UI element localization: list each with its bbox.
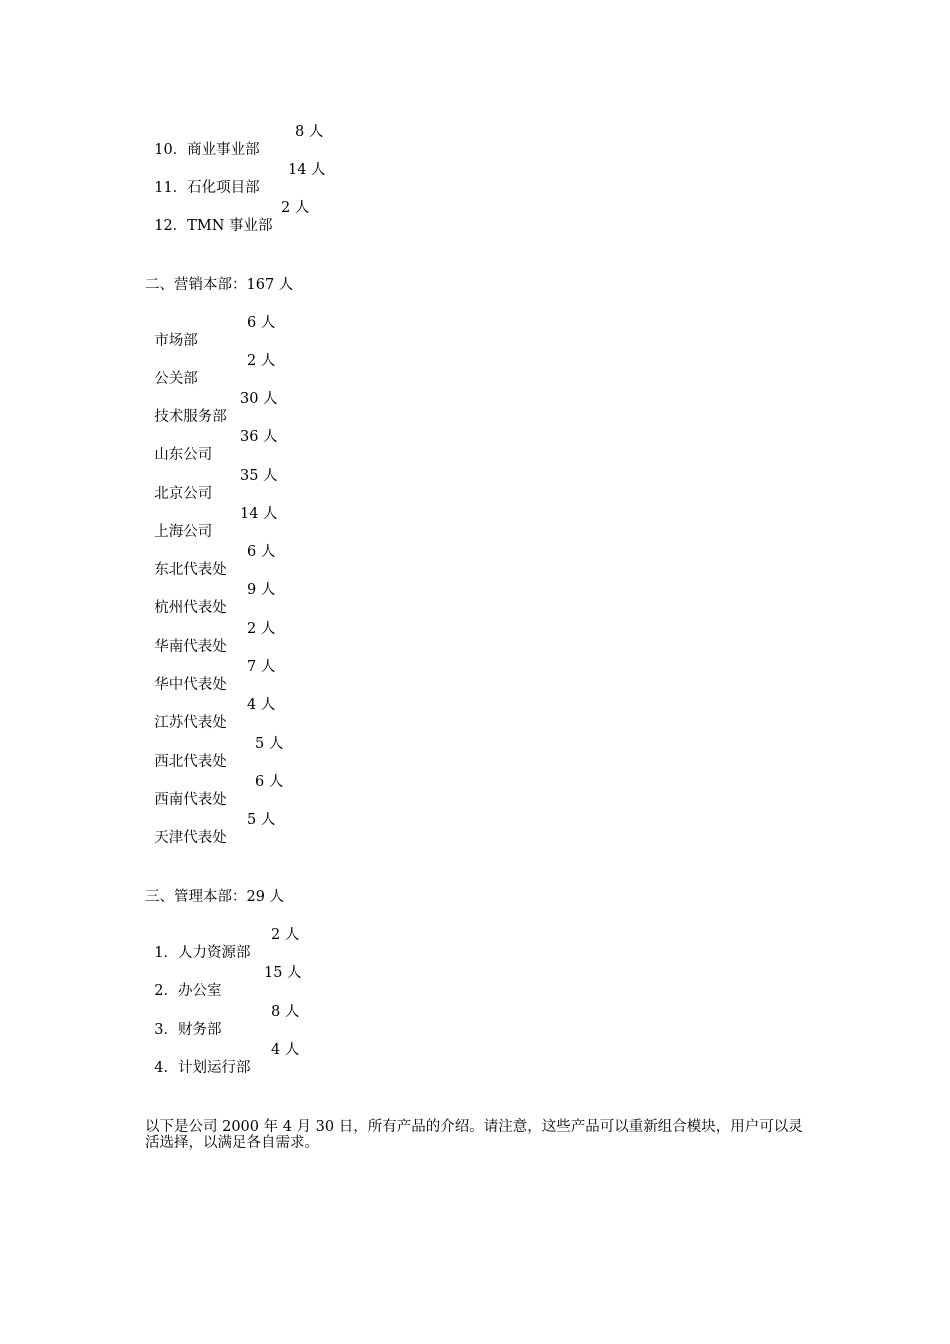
department-name: 2．办公室	[154, 983, 222, 999]
headcount: 4 人	[271, 1042, 300, 1058]
department-name: 市场部	[154, 333, 198, 349]
department-name: 4．计划运行部	[154, 1060, 251, 1076]
department-name: 华中代表处	[154, 677, 227, 693]
headcount: 35 人	[240, 468, 278, 484]
section-heading: 二、营销本部：167 人	[145, 277, 294, 293]
department-name: 天津代表处	[154, 830, 227, 846]
department-name: 山东公司	[154, 447, 213, 463]
headcount: 2 人	[281, 200, 310, 216]
department-name: 北京公司	[154, 486, 213, 502]
department-name: 东北代表处	[154, 562, 227, 578]
list-item	[145, 926, 300, 961]
department-name: 西北代表处	[154, 754, 227, 770]
department-name: 华南代表处	[154, 639, 227, 655]
headcount: 30 人	[240, 391, 278, 407]
headcount: 2 人	[271, 927, 300, 943]
department-name: 1．人力资源部	[154, 945, 251, 961]
list-item	[145, 581, 276, 616]
list-item	[145, 735, 284, 770]
headcount: 14 人	[240, 506, 278, 522]
department-name: 11．石化项目部	[154, 180, 260, 196]
headcount: 2 人	[247, 621, 276, 637]
department-name: 3．财务部	[154, 1022, 222, 1038]
list-item	[145, 467, 278, 502]
list-item	[145, 696, 276, 731]
list-item	[145, 811, 276, 846]
department-name: 技术服务部	[154, 409, 227, 425]
closing-paragraph: 以下是公司 2000 年 4 月 30 日，所有产品的介绍。请注意，这些产品可以重新组合模块，用户可以灵活选择，以满足各自需求。	[145, 1119, 803, 1151]
section-heading: 三、管理本部：29 人	[145, 889, 285, 905]
headcount: 5 人	[247, 812, 276, 828]
headcount: 6 人	[247, 544, 276, 560]
headcount: 7 人	[247, 659, 276, 675]
headcount: 6 人	[247, 315, 276, 331]
department-name: 杭州代表处	[154, 600, 227, 616]
headcount: 9 人	[247, 582, 276, 598]
headcount: 4 人	[247, 697, 276, 713]
list-item	[145, 620, 276, 655]
headcount: 5 人	[255, 736, 284, 752]
headcount: 8 人	[271, 1004, 300, 1020]
list-item	[145, 352, 276, 387]
list-item	[145, 964, 302, 999]
list-item	[145, 543, 276, 578]
headcount: 36 人	[240, 429, 278, 445]
list-item	[145, 1003, 300, 1038]
list-item	[145, 773, 284, 808]
list-item	[145, 658, 276, 693]
list-item	[145, 199, 310, 234]
department-name: 江苏代表处	[154, 715, 227, 731]
list-item	[145, 390, 278, 425]
headcount: 6 人	[255, 774, 284, 790]
department-name: 10．商业事业部	[154, 142, 260, 158]
list-item	[145, 161, 326, 196]
headcount: 8 人	[295, 124, 324, 140]
headcount: 2 人	[247, 353, 276, 369]
list-item	[145, 428, 278, 463]
department-name: 上海公司	[154, 524, 213, 540]
list-item	[145, 505, 278, 540]
list-item	[145, 314, 276, 349]
department-name: 12．TMN 事业部	[154, 218, 273, 234]
department-name: 西南代表处	[154, 792, 227, 808]
headcount: 14 人	[288, 162, 326, 178]
list-item	[145, 123, 324, 158]
headcount: 15 人	[264, 965, 302, 981]
department-name: 公关部	[154, 371, 198, 387]
list-item	[145, 1041, 300, 1076]
